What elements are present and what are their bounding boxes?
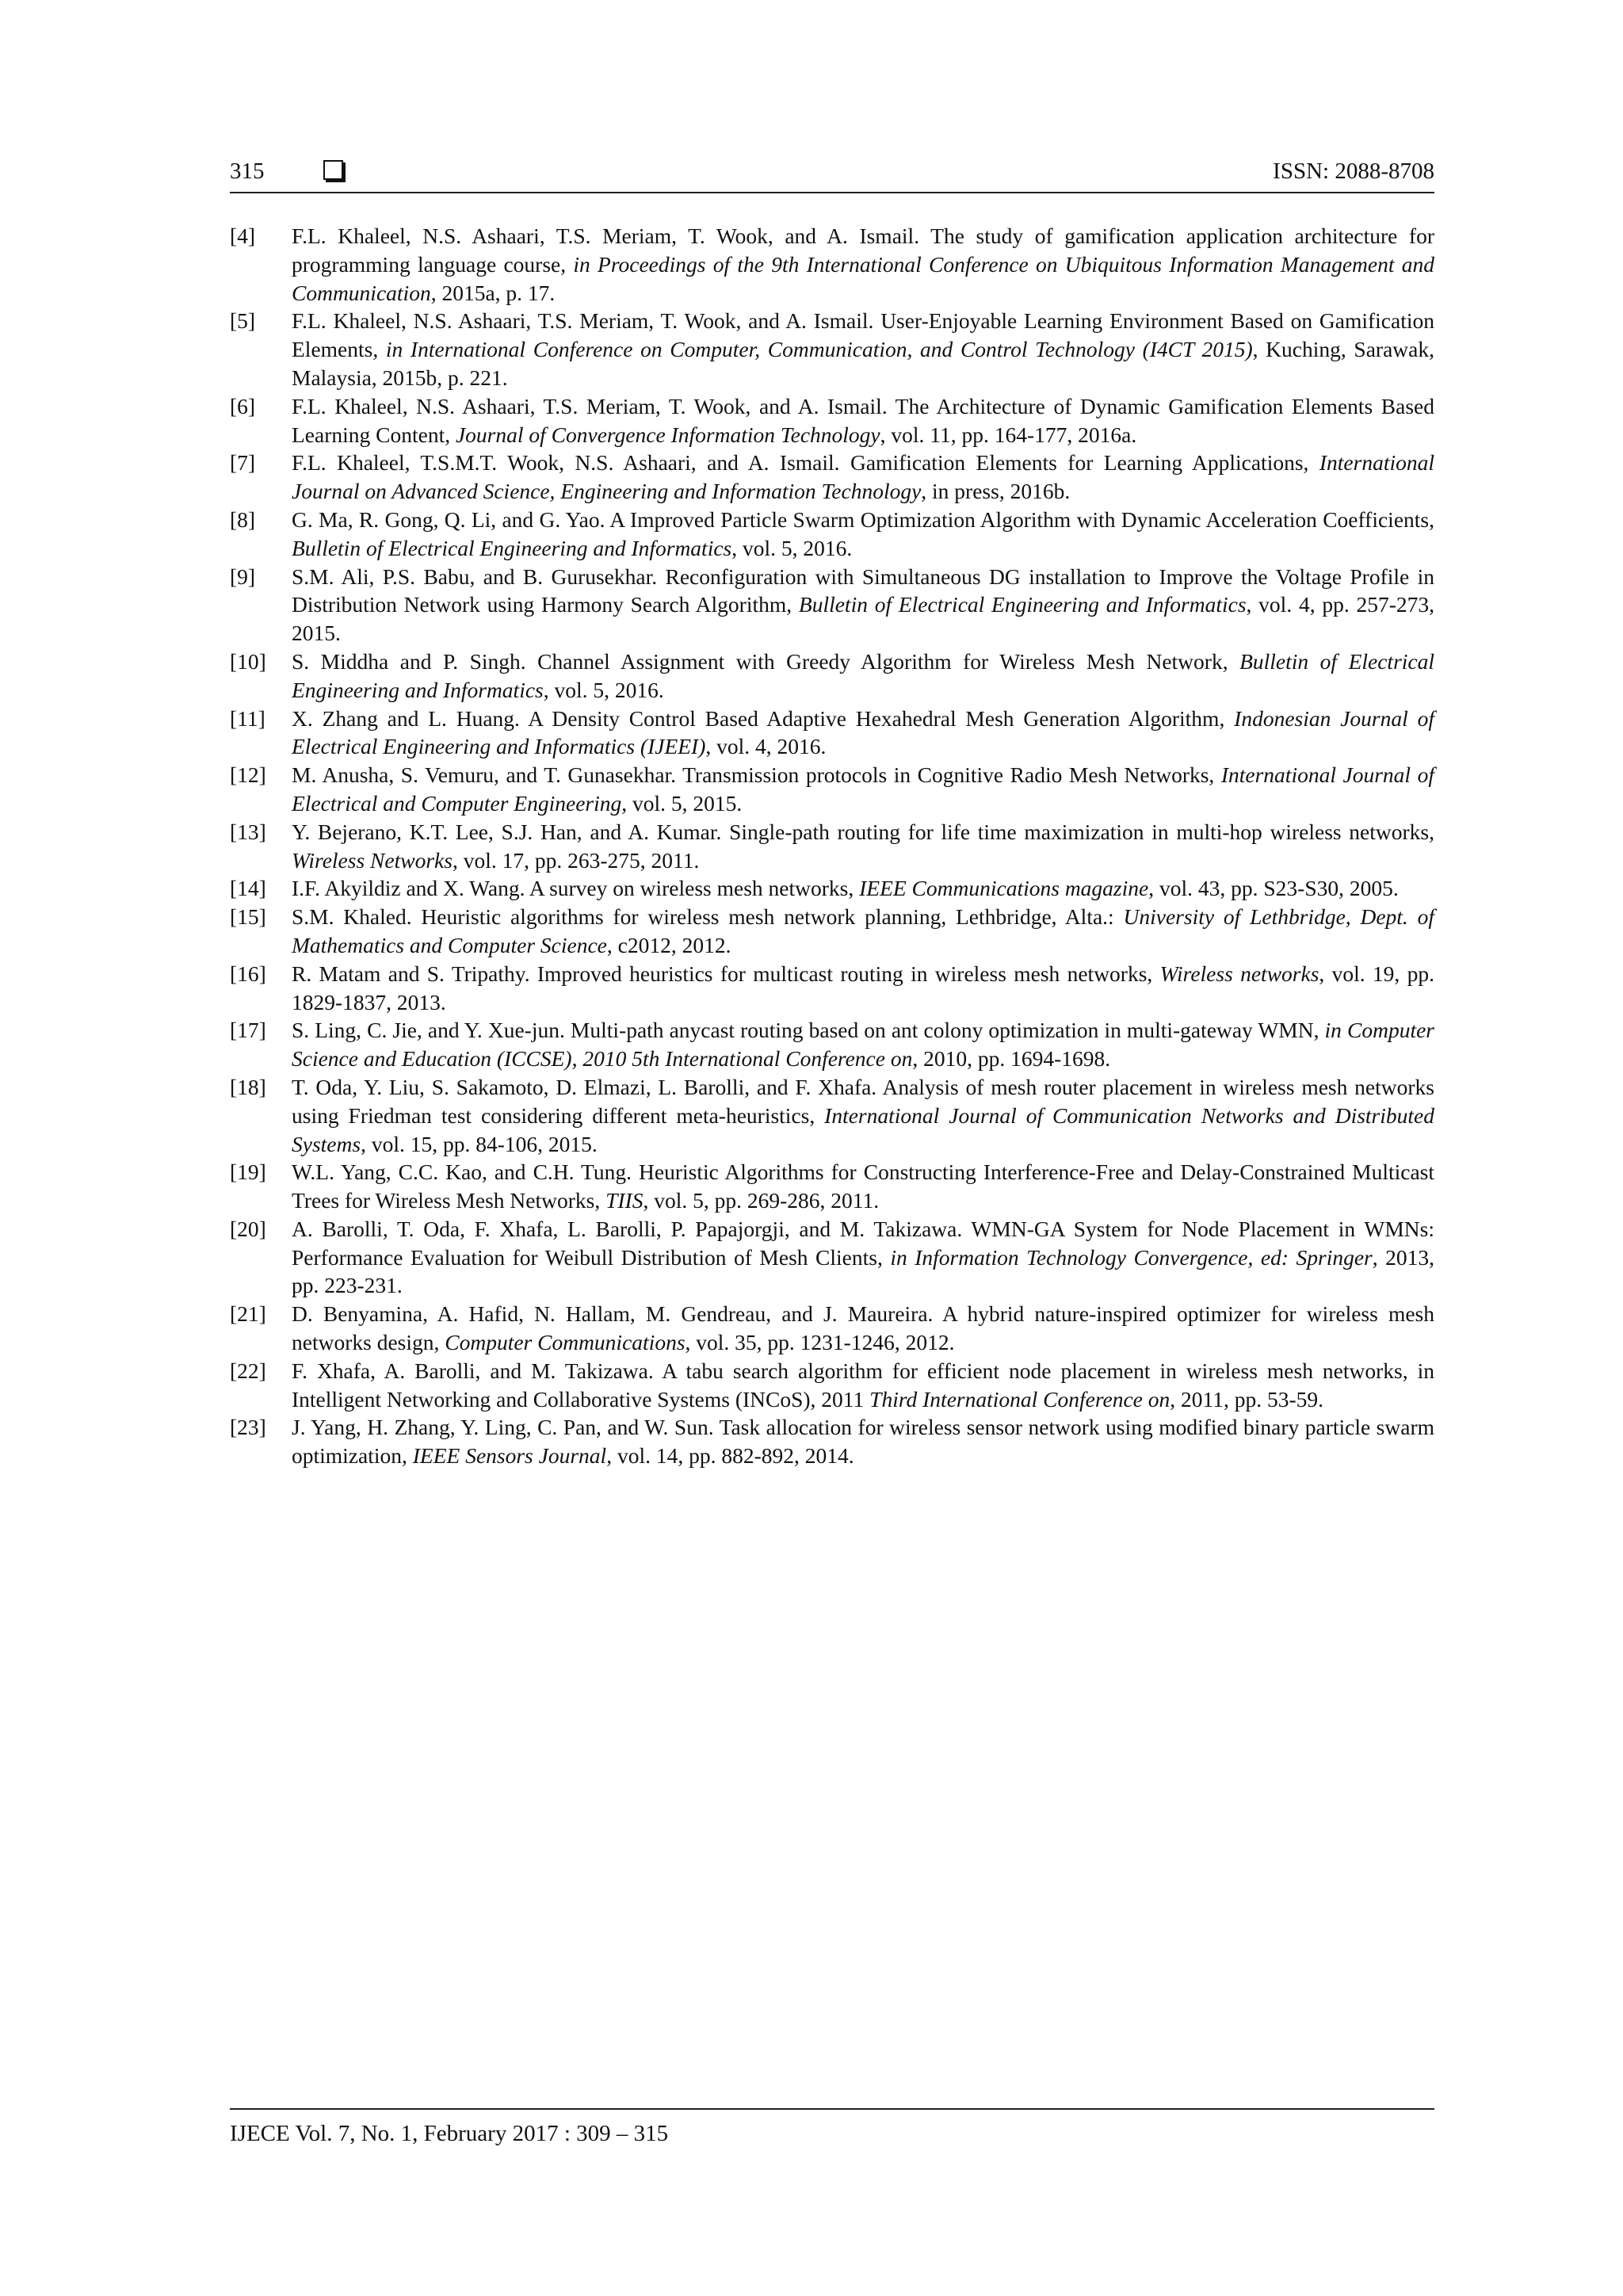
page-header <box>230 155 1434 193</box>
reference-text-segment: , vol. 15, pp. 84-106, 2015. <box>361 1131 598 1156</box>
reference-source-title: University of Lethbridge, Dept. of Mathematics and Computer Science <box>292 904 1435 957</box>
reference-item <box>230 903 1434 960</box>
reference-text <box>292 506 1434 563</box>
reference-text-segment: , vol. 11, pp. 164-177, 2016a. <box>880 422 1137 447</box>
reference-item <box>230 1300 1434 1357</box>
reference-item <box>230 506 1434 563</box>
reference-text-segment: , vol. 14, pp. 882-892, 2014. <box>606 1443 854 1469</box>
reference-number: [4] <box>230 223 256 248</box>
reference-text <box>292 818 1434 875</box>
reference-text-segment: , c2012, 2012. <box>606 932 731 957</box>
reference-item <box>230 307 1434 392</box>
reference-source-title: Computer Communications <box>445 1330 685 1355</box>
reference-source-title: Journal of Convergence Information Technology <box>455 422 880 447</box>
reference-number: [16] <box>230 961 266 986</box>
reference-source-title: International Journal of Electrical and Computer Engineering <box>292 762 1434 816</box>
reference-text <box>292 761 1434 818</box>
reference-number: [23] <box>230 1415 266 1440</box>
reference-source-title: TIIS <box>605 1188 643 1213</box>
reference-text-segment: , vol. 4, 2016. <box>705 734 827 759</box>
reference-text <box>292 1215 1434 1300</box>
reference-text-segment: , vol. 5, pp. 269-286, 2011. <box>643 1188 880 1213</box>
reference-item <box>230 1357 1434 1414</box>
reference-text-segment: W.L. Yang, C.C. Kao, and C.H. Tung. Heuristic Algorithms for Constructing Interference-Free and Delay-Constrained Multicast Trees for Wireless Mesh Networks, <box>292 1159 1434 1213</box>
reference-source-title: Wireless networks <box>1159 961 1319 986</box>
reference-number: [10] <box>230 648 266 674</box>
reference-number: [15] <box>230 904 266 930</box>
reference-text-segment: T. Oda, Y. Liu, S. Sakamoto, D. Elmazi, L. Barolli, and F. Xhafa. Analysis of mesh router placement in wireless mesh networks using Friedman test considering different meta-heuristics, <box>292 1074 1434 1128</box>
issn-label: ISSN: 2088-8708 <box>1273 159 1434 184</box>
reference-item <box>230 222 1434 307</box>
reference-text-segment: , 2010, pp. 1694-1698. <box>912 1046 1111 1072</box>
reference-text-segment: M. Anusha, S. Vemuru, and T. Gunasekhar. Transmission protocols in Cognitive Radio Mesh Networks, <box>292 762 1221 788</box>
reference-text-segment: S.M. Khaled. Heuristic algorithms for wireless mesh network planning, Lethbridge, Alta.: <box>292 904 1124 930</box>
reference-text <box>292 1073 1434 1158</box>
reference-text-segment: , vol. 35, pp. 1231-1246, 2012. <box>685 1330 955 1355</box>
reference-text <box>292 1016 1434 1073</box>
reference-text <box>292 648 1434 705</box>
reference-source-title: in Information Technology Convergence, ed: Springer <box>890 1244 1373 1270</box>
reference-number: [21] <box>230 1301 266 1327</box>
reference-item <box>230 1158 1434 1215</box>
reference-item <box>230 392 1434 449</box>
reference-source-title: International Journal on Advanced Science, Engineering and Information Technology <box>292 450 1434 504</box>
reference-item <box>230 1413 1434 1470</box>
reference-text-segment: S. Middha and P. Singh. Channel Assignment with Greedy Algorithm for Wireless Mesh Network, <box>292 648 1240 674</box>
reference-text-segment: , vol. 5, 2015. <box>621 790 743 816</box>
reference-source-title: in Computer Science and Education (ICCSE), 2010 5th International Conference on <box>292 1018 1434 1072</box>
reference-text-segment: I.F. Akyildiz and X. Wang. A survey on wireless mesh networks, <box>292 876 860 901</box>
reference-text-segment: F.L. Khaleel, T.S.M.T. Wook, N.S. Ashaari, and A. Ismail. Gamification Elements for Learning Applications, <box>292 450 1319 476</box>
reference-item <box>230 563 1434 648</box>
reference-item <box>230 1215 1434 1300</box>
reference-number: [6] <box>230 393 256 418</box>
reference-text-segment: S. Ling, C. Jie, and Y. Xue-jun. Multi-path anycast routing based on ant colony optimization in multi-gateway WMN, <box>292 1018 1325 1043</box>
reference-text <box>292 1158 1434 1215</box>
reference-text-segment: X. Zhang and L. Huang. A Density Control Based Adaptive Hexahedral Mesh Generation Algorithm, <box>292 705 1235 731</box>
reference-text <box>292 960 1434 1017</box>
reference-text-segment: , Kuching, Sarawak, Malaysia, 2015b, p. 221. <box>292 337 1434 390</box>
reference-number: [5] <box>230 308 256 334</box>
reference-text-segment: , 2015a, p. 17. <box>430 280 556 305</box>
reference-item <box>230 960 1434 1017</box>
reference-text-segment: , 2011, pp. 53-59. <box>1170 1386 1324 1412</box>
reference-number: [22] <box>230 1358 266 1383</box>
reference-text-segment: J. Yang, H. Zhang, Y. Ling, C. Pan, and W. Sun. Task allocation for wireless sensor network using modified binary particle swarm optimization, <box>292 1415 1434 1469</box>
reference-item <box>230 648 1434 705</box>
reference-source-title: Bulletin of Electrical Engineering and Informatics <box>798 592 1247 617</box>
reference-number: [17] <box>230 1018 266 1043</box>
reference-text <box>292 705 1434 762</box>
reference-number: [11] <box>230 705 265 731</box>
reference-text-segment: , vol. 43, pp. S23-S30, 2005. <box>1148 876 1399 901</box>
reference-text <box>292 1413 1434 1470</box>
reference-list <box>230 222 1434 1470</box>
reference-number: [12] <box>230 762 266 788</box>
reference-number: [14] <box>230 876 266 901</box>
page-footer <box>230 2108 1434 2149</box>
reference-text <box>292 874 1434 903</box>
reference-number: [20] <box>230 1216 266 1241</box>
reference-source-title: in International Conference on Computer, Communication, and Control Technology (I4CT 2015) <box>385 337 1253 362</box>
reference-source-title: Bulletin of Electrical Engineering and Informatics <box>292 535 732 560</box>
page-number: 315 <box>230 159 265 184</box>
reference-item <box>230 705 1434 762</box>
reference-text-segment: R. Matam and S. Tripathy. Improved heuristics for multicast routing in wireless mesh networks, <box>292 961 1160 986</box>
reference-text-segment: G. Ma, R. Gong, Q. Li, and G. Yao. A Improved Particle Swarm Optimization Algorithm with Dynamic Acceleration Coefficients, <box>292 506 1434 532</box>
journal-citation: IJECE Vol. 7, No. 1, February 2017 : 309 – 315 <box>230 2121 669 2146</box>
reference-item <box>230 818 1434 875</box>
reference-source-title: IEEE Communications magazine <box>859 876 1149 901</box>
reference-source-title: in Proceedings of the 9th International Conference on Ubiquitous Information Management and Communication <box>292 251 1434 305</box>
reference-text-segment: F.L. Khaleel, N.S. Ashaari, T.S. Meriam, T. Wook, and A. Ismail. The Architecture of Dynamic Gamification Elements Based Learning Content, <box>292 393 1434 447</box>
reference-item <box>230 761 1434 818</box>
reference-text <box>292 392 1434 449</box>
reference-text-segment: Y. Bejerano, K.T. Lee, S.J. Han, and A. Kumar. Single-path routing for life time maximization in multi-hop wireless networks, <box>292 819 1434 844</box>
reference-item <box>230 1016 1434 1073</box>
reference-item <box>230 874 1434 903</box>
reference-source-title: Indonesian Journal of Electrical Engineering and Informatics (IJEEI) <box>292 705 1434 759</box>
reference-text <box>292 449 1434 506</box>
reference-text-segment: A. Barolli, T. Oda, F. Xhafa, L. Barolli, P. Papajorgji, and M. Takizawa. WMN-GA System for Node Placement in WMNs: Performance Evaluation for Weibull Distribution of Mesh Clients, <box>292 1216 1434 1270</box>
reference-text-segment: , vol. 5, 2016. <box>731 535 853 560</box>
reference-text-segment: , in press, 2016b. <box>921 479 1071 504</box>
reference-text-segment: , vol. 17, pp. 263-275, 2011. <box>452 847 700 873</box>
reference-source-title: IEEE Sensors Journal <box>412 1443 607 1469</box>
reference-text <box>292 1357 1434 1414</box>
reference-text-segment: , 2013, pp. 223-231. <box>292 1244 1435 1298</box>
reference-text-segment: D. Benyamina, A. Hafid, N. Hallam, M. Gendreau, and J. Maureira. A hybrid nature-inspired optimizer for wireless mesh networks design, <box>292 1301 1434 1355</box>
reference-text <box>292 307 1434 392</box>
reference-text <box>292 903 1434 960</box>
reference-source-title: Wireless Networks <box>292 847 453 873</box>
reference-text-segment: F.L. Khaleel, N.S. Ashaari, T.S. Meriam, T. Wook, and A. Ismail. User-Enjoyable Learning Environment Based on Gamification Elements, <box>292 308 1434 362</box>
reference-source-title: International Journal of Communication Networks and Distributed Systems <box>292 1102 1434 1156</box>
reference-text <box>292 222 1434 307</box>
reference-text <box>292 563 1434 648</box>
reference-text-segment: , vol. 5, 2016. <box>543 677 664 702</box>
reference-text-segment: S.M. Ali, P.S. Babu, and B. Gurusekhar. Reconfiguration with Simultaneous DG installation to Improve the Voltage Profile in Distribution Network using Harmony Search Algorithm, <box>292 563 1434 617</box>
reference-source-title: Bulletin of Electrical Engineering and Informatics <box>292 648 1435 702</box>
reference-text-segment: F.L. Khaleel, N.S. Ashaari, T.S. Meriam, T. Wook, and A. Ismail. The study of gamification application architecture for programming language course, <box>292 223 1434 277</box>
reference-text-segment: F. Xhafa, A. Barolli, and M. Takizawa. A tabu search algorithm for efficient node placement in wireless mesh networks, in Intelligent Networking and Collaborative Systems (INCoS), 2011 <box>292 1358 1434 1412</box>
reference-number: [9] <box>230 563 256 589</box>
reference-text-segment: , vol. 19, pp. 1829-1837, 2013. <box>292 961 1434 1014</box>
hollow-square-icon <box>323 160 343 180</box>
reference-text <box>292 1300 1434 1357</box>
reference-source-title: Third International Conference on <box>869 1386 1170 1412</box>
reference-number: [18] <box>230 1074 266 1099</box>
reference-number: [7] <box>230 450 256 476</box>
reference-item <box>230 1073 1434 1158</box>
reference-number: [8] <box>230 506 256 532</box>
reference-item <box>230 449 1434 506</box>
reference-text-segment: , vol. 4, pp. 257-273, 2015. <box>292 592 1434 646</box>
reference-number: [19] <box>230 1159 266 1185</box>
reference-number: [13] <box>230 819 266 844</box>
